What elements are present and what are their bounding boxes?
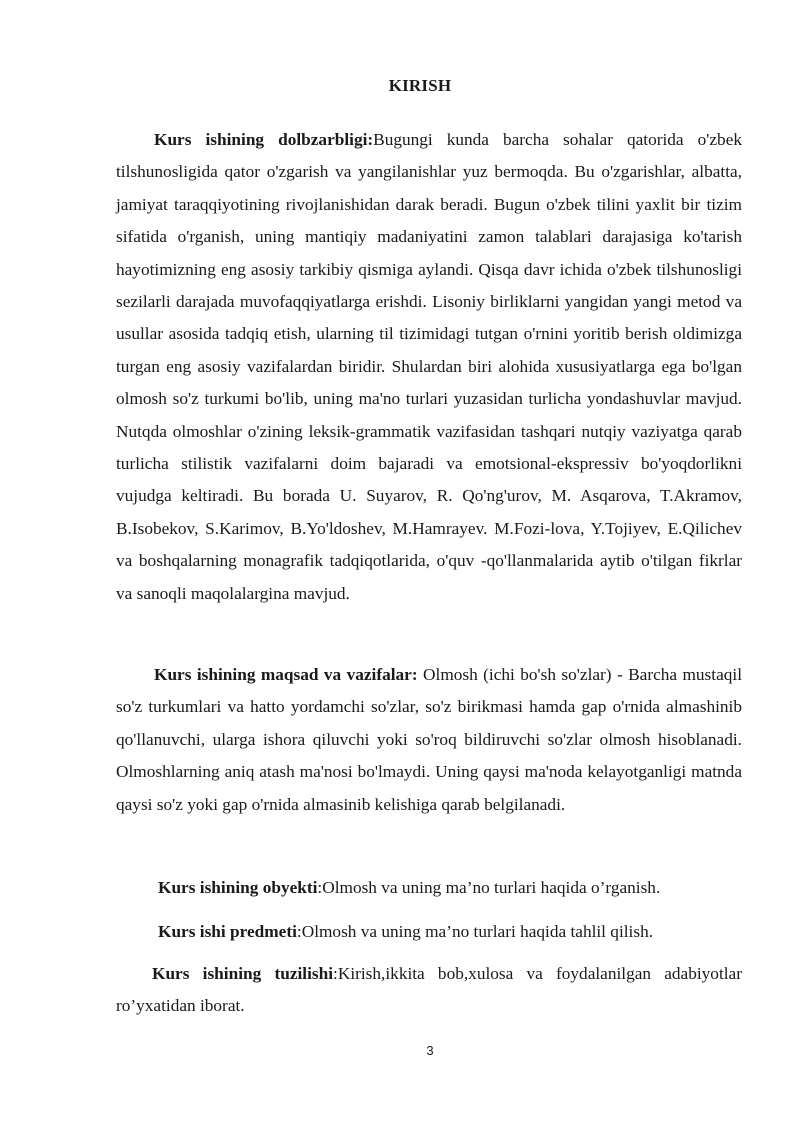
paragraph-structure	[116, 958, 742, 1023]
page-number: 3	[426, 1043, 434, 1058]
paragraph-body: :Olmosh va uning ma’no turlari haqida o’rganish.	[317, 878, 661, 897]
paragraph-body: :Olmosh va uning ma’no turlari haqida tahlil qilish.	[296, 922, 654, 941]
paragraph-goals	[116, 659, 742, 821]
paragraph-heading: Kurs ishining obyekti	[158, 878, 318, 897]
paragraph-heading: Kurs ishining dolbzarbligi:	[154, 130, 374, 149]
paragraph-body: :Kirish,ikkita bob,xulosa va foydalanilgan adabiyotlar ro’yxatidan iborat.	[116, 964, 742, 1016]
paragraph-body: Bugungi kunda barcha sohalar qatorida o'zbek tilshunosligida qator o'zgarish va yangilanishlar yuz bermoqda. Bu o'zgarishlar, albatta, jamiyat taraqqiyotining rivojlanishidan darak beradi. Bugun o'zbek tilini yaxlit bir tizim sifatida o'rganish, uning mantiqiy madaniyatini zamon talablari darajasiga ko'tarish hayotimizning eng asosiy tarkibiy qismiga aylandi. Qisqa davr ichida o'zbek tilshunosligi sezilarli darajada muvofaqqiyatlarga erishdi. Lisoniy birliklarni yangidan yangi metod va usullar asosida tadqiq etish, ularning til tizimidagi tutgan o'rnini yoritib berish oldimizga turgan eng asosiy vazifalardan biridir. Shulardan biri alohida xususiyatlarga ega bo'lgan olmosh so'z turkumi bo'lib, uning ma'no turlari yuzasidan turlicha yondashuvlar mavjud. Nutqda olmoshlar o'zining leksik-grammatik vazifasidan tashqari nutqiy vaziyatga qarab turlicha stilistik vazifalarni doim bajaradi va emotsional-ekspressiv bo'yoqdorlikni vujudga keltiradi. Bu borada U. Suyarov, R. Qo'ng'urov, M. Asqarova, T.Akramov, B.Isobekov, S.Karimov, B.Yo'ldoshev, M.Hamrayev. M.Fozi-lova, Y.Tojiyev, E.Qilichev va boshqalarning monagrafik tadqiqotlarida, o'quv -qo'llanmalarida aytib o'tilgan fikrlar va sanoqli maqolalargina mavjud.	[116, 130, 743, 603]
paragraph-heading: Kurs ishining maqsad va vazifalar:	[154, 665, 418, 684]
paragraph-subject	[158, 916, 653, 948]
paragraph-heading: Kurs ishi predmeti	[158, 922, 297, 941]
paragraph-object	[158, 872, 660, 904]
paragraph-body: Olmosh (ichi bo'sh so'zlar) - Barcha mustaqil so'z turkumlari va hatto yordamchi so'zlar, so'z birikmasi hamda gap o'rnida almashinib qo'llanuvchi, ularga ishora qiluvchi yoki so'roq bildiruvchi so'zlar olmosh hisoblanadi. Olmoshlarning aniq atash ma'nosi bo'lmaydi. Uning qaysi ma'noda kelayotganligi matnda qaysi so'z yoki gap o'rnida almasinib kelishiga qarab belgilanadi.	[116, 665, 742, 814]
paragraph-heading: Kurs ishining tuzilishi	[152, 964, 334, 983]
paragraph-relevance	[116, 124, 742, 610]
page-title: KIRISH	[388, 76, 452, 95]
